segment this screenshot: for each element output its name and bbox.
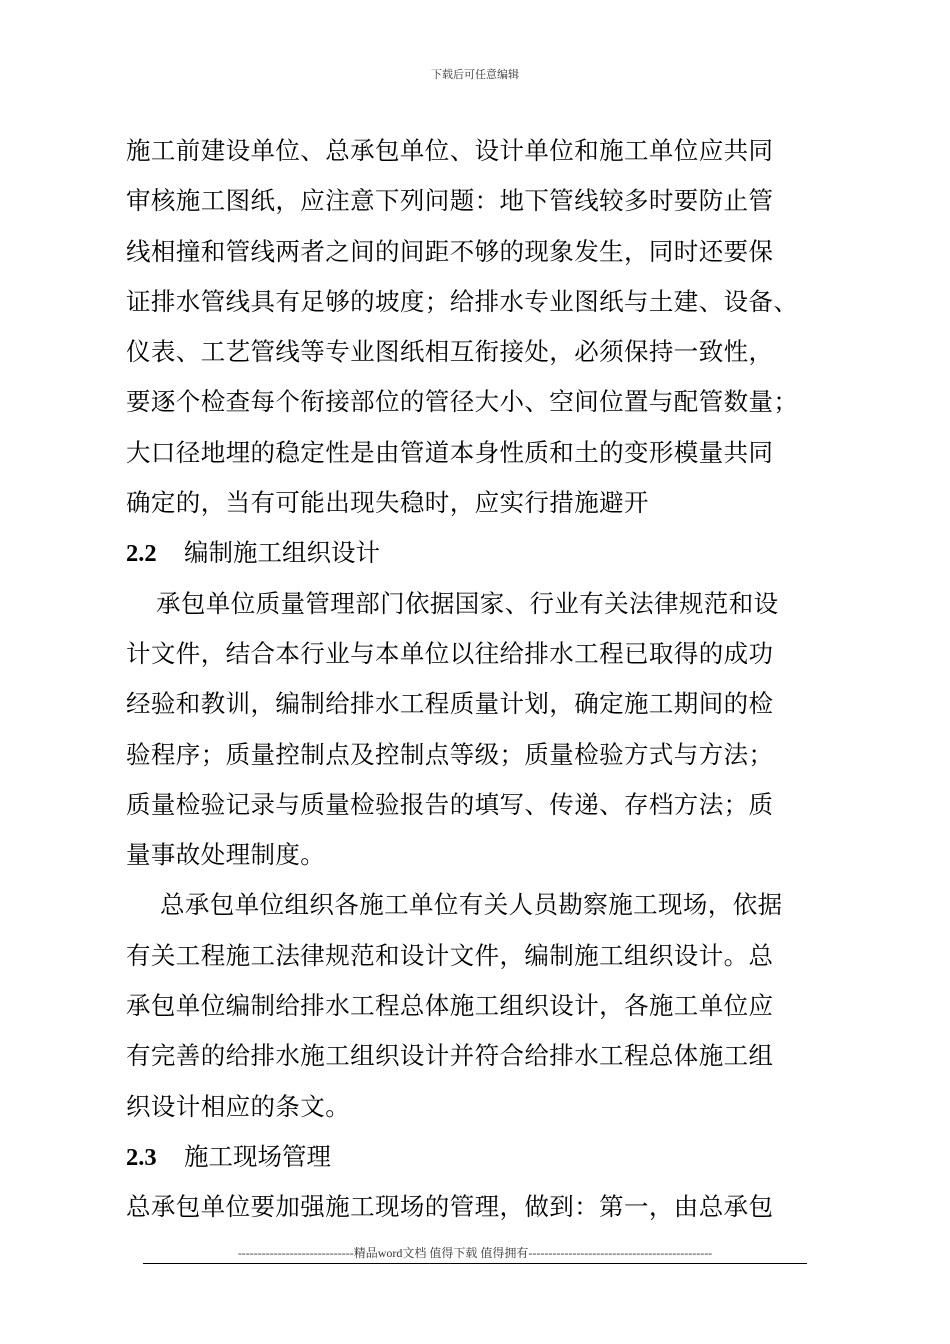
text-line: 经验和教训，编制给排水工程质量计划，确定施工期间的检	[126, 689, 774, 719]
page-header: 下载后可任意编辑	[431, 68, 519, 81]
section-title: 编制施工组织设计	[184, 538, 380, 568]
text-line: 有关工程施工法律规范和设计文件，编制施工组织设计。总	[126, 940, 774, 970]
text-line: 仪表、工艺管线等专业图纸相互衔接处，必须保持一致性，	[126, 337, 774, 367]
text-line: 总承包单位要加强施工现场的管理，做到：第一，由总承包	[126, 1192, 774, 1222]
section-title: 施工现场管理	[184, 1141, 331, 1171]
footer-divider	[143, 1263, 807, 1264]
section-heading-2-2	[126, 528, 826, 578]
text-line: 总承包单位组织各施工单位有关人员勘察施工现场，依据	[160, 890, 783, 920]
text-line: 织设计相应的条文。	[126, 1091, 351, 1121]
text-line: 承包单位质量管理部门依据国家、行业有关法律规范和设	[156, 588, 779, 618]
paragraph-review-drawings	[126, 126, 826, 528]
text-line: 计文件，结合本行业与本单位以往给排水工程已取得的成功	[126, 638, 774, 668]
paragraph-site-management	[126, 1182, 826, 1232]
text-line: 承包单位编制给排水工程总体施工组织设计，各施工单位应	[126, 991, 774, 1021]
text-line: 施工前建设单位、总承包单位、设计单位和施工单位应共同	[126, 136, 774, 165]
section-heading-2-3	[126, 1132, 826, 1182]
document-body	[126, 126, 826, 1233]
paragraph-construction-design	[126, 880, 826, 1131]
text-line: 量事故处理制度。	[126, 840, 326, 870]
text-line: 要逐个检查每个衔接部位的管径大小、空间位置与配管数量；	[126, 387, 799, 417]
text-line: 有完善的给排水施工组织设计并符合给排水工程总体施工组	[126, 1041, 774, 1071]
text-line: 质量检验记录与质量检验报告的填写、传递、存档方法；质	[126, 789, 774, 819]
text-line: 大口径地埋的稳定性是由管道本身性质和土的变形模量共同	[126, 437, 774, 467]
text-line: 确定的，当有可能出现失稳时，应实行措施避开	[126, 488, 649, 518]
text-line: 审核施工图纸，应注意下列问题：地下管线较多时要防止管	[126, 186, 774, 216]
section-number: 2.2	[126, 540, 157, 568]
section-number: 2.3	[126, 1143, 157, 1171]
paragraph-quality-plan	[126, 579, 826, 881]
text-line: 证排水管线具有足够的坡度；给排水专业图纸与土建、设备、	[126, 286, 799, 316]
text-line: 验程序；质量控制点及控制点等级；质量检验方式与方法；	[126, 739, 774, 769]
page-footer: -----------------------------精品word文档 值得下载 值得拥有----------------------------------------------	[237, 1246, 713, 1260]
text-line: 线相撞和管线两者之间的间距不够的现象发生，同时还要保	[126, 236, 774, 266]
